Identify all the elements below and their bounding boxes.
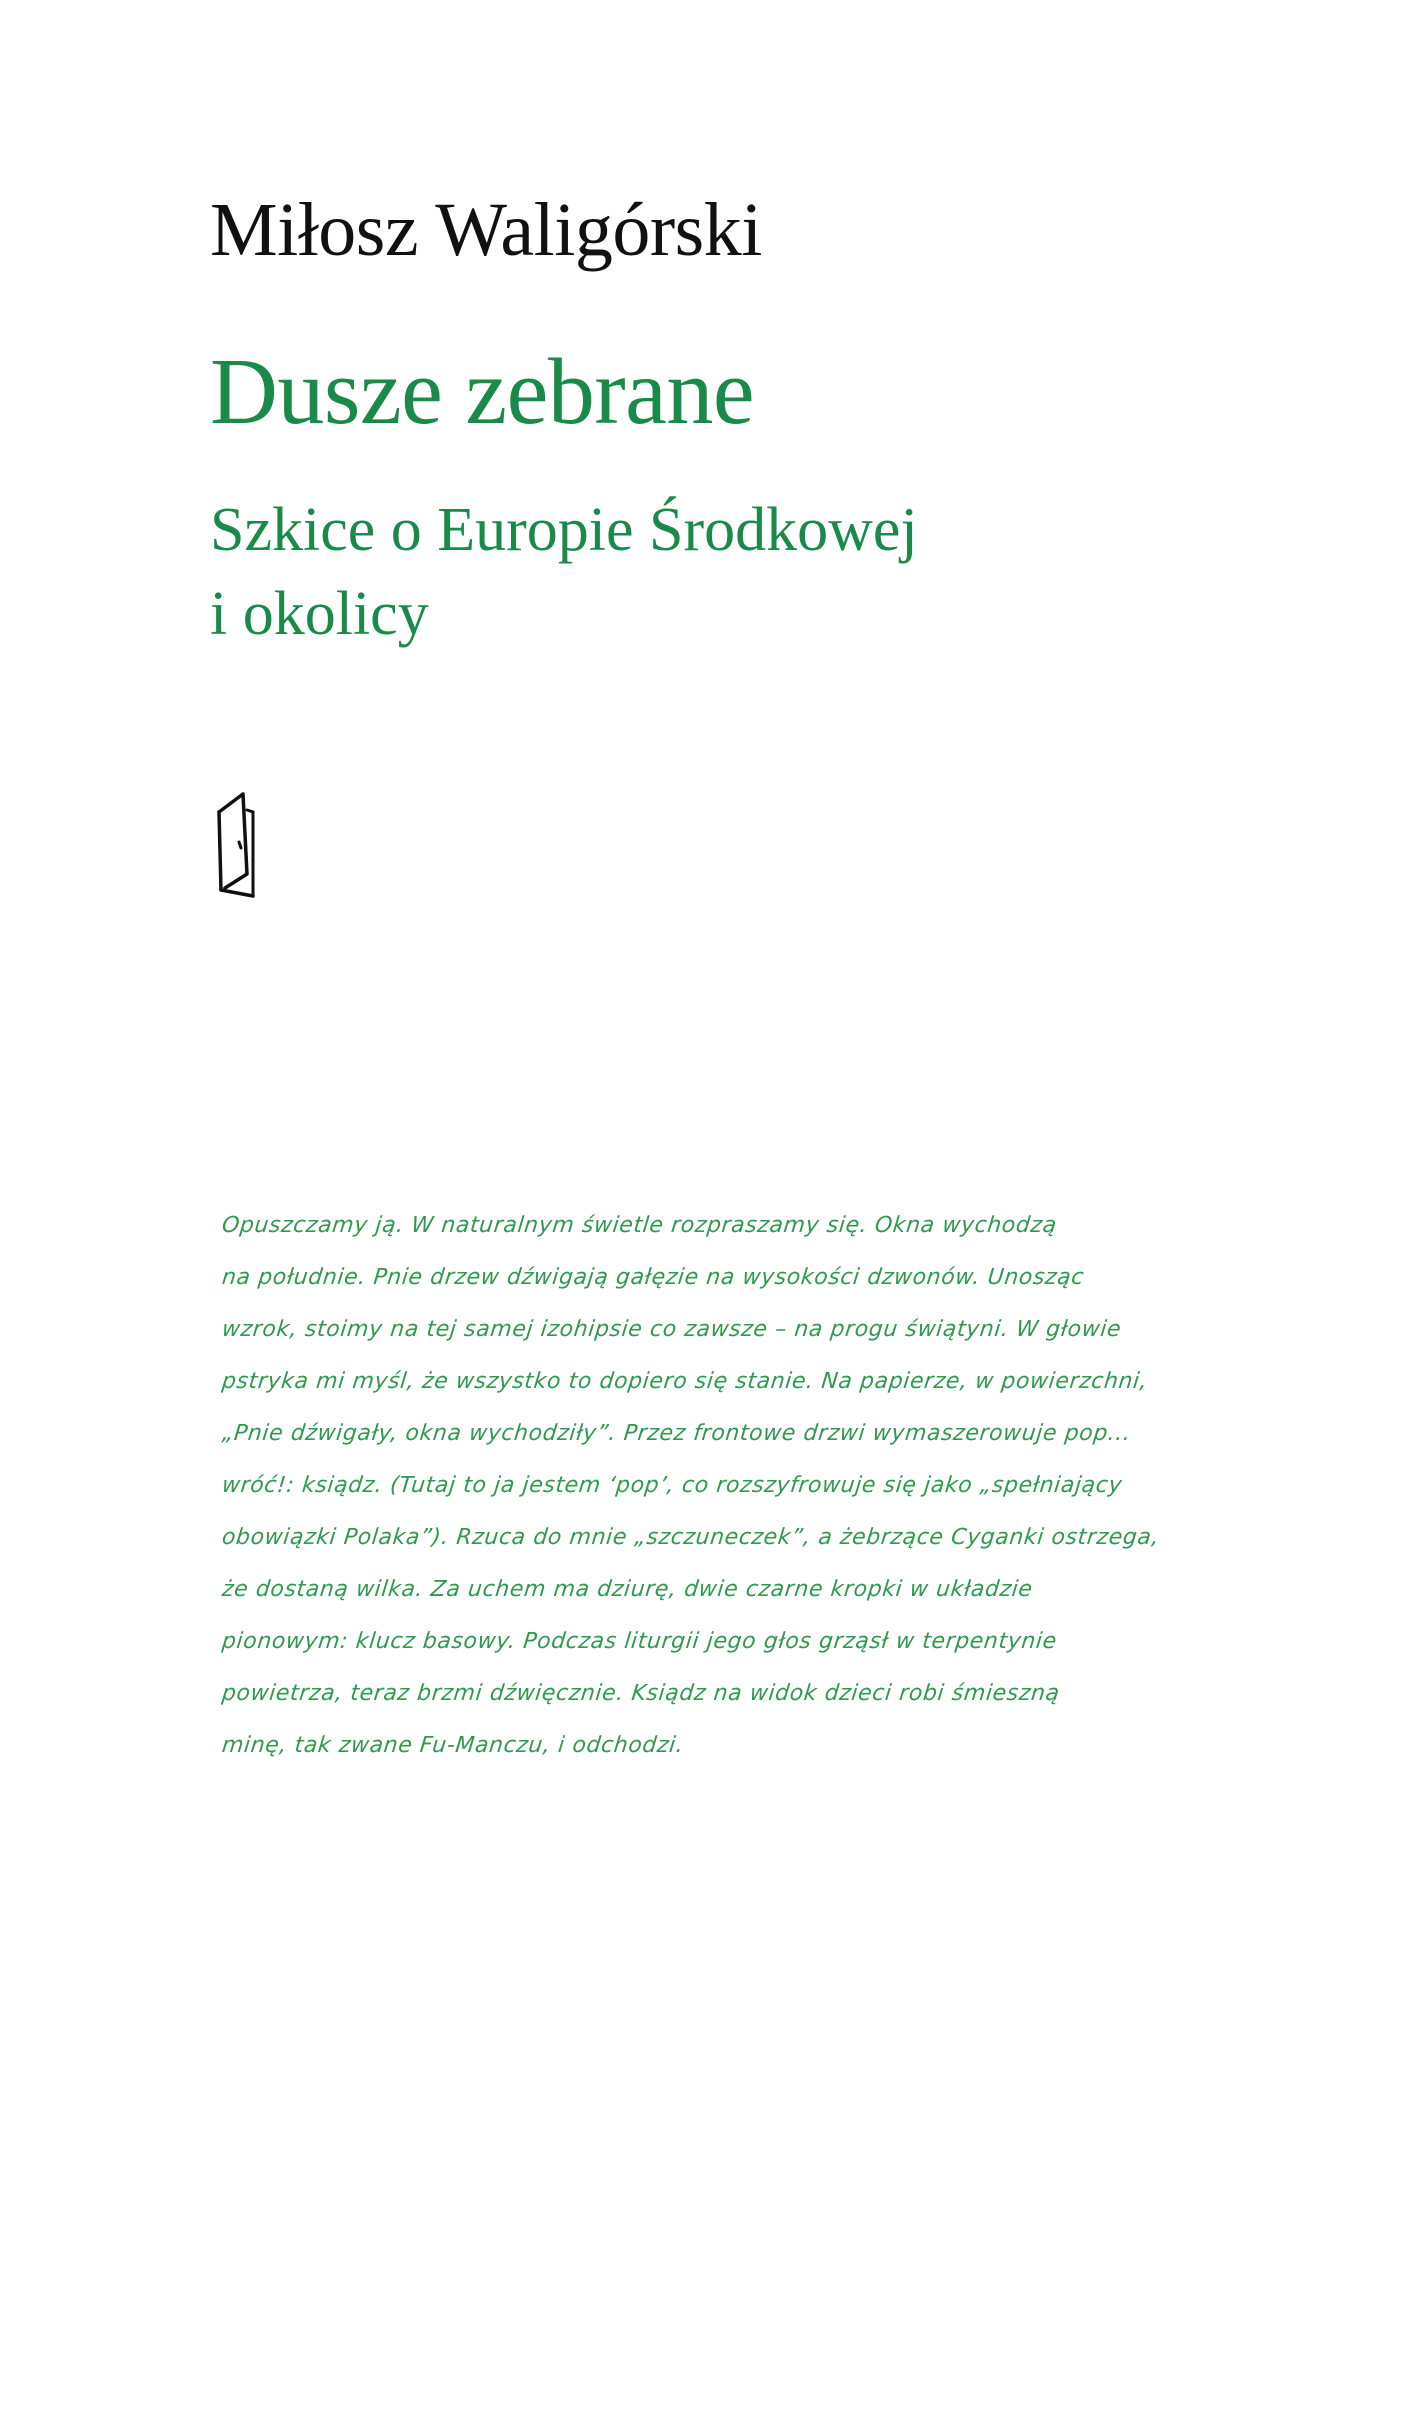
author-name: Miłosz Waligórski (210, 188, 762, 272)
handwritten-line: „Pnie dźwigały, okna wychodziły”. Przez frontowe drzwi wymaszerowuje pop... (220, 1421, 1133, 1446)
handwritten-line: Opuszczamy ją. W naturalnym świetle rozpraszamy się. Okna wychodzą (220, 1213, 1059, 1238)
handwritten-line: na południe. Pnie drzew dźwigają gałęzie na wysokości dzwonów. Unosząc (220, 1265, 1086, 1290)
handwritten-line: pstryka mi myśl, że wszystko to dopiero się stanie. Na papierze, w powierzchni, (220, 1369, 1149, 1394)
handwritten-line: powietrza, teraz brzmi dźwięcznie. Ksiądz na widok dzieci robi śmieszną (220, 1681, 1062, 1706)
handwritten-line: pionowym: klucz basowy. Podczas liturgii jego głos grząsł w terpentynie (220, 1629, 1059, 1654)
book-title: Dusze zebrane (210, 340, 755, 444)
handwritten-line: wróć!: ksiądz. (Tutaj to ja jestem ‘pop’, co rozszyfrowuje się jako „spełniający (220, 1473, 1124, 1498)
subtitle-line: i okolicy (210, 580, 429, 648)
book-subtitle (210, 488, 1160, 656)
handwritten-line: obowiązki Polaka”). Rzuca do mnie „szczuneczek”, a żebrzące Cyganki ostrzega, (220, 1525, 1161, 1550)
subtitle-line: Szkice o Europie Środkowej (210, 496, 918, 564)
handwritten-line: wzrok, stoimy na tej samej izohipsie co zawsze – na progu świątyni. W głowie (220, 1317, 1123, 1342)
handwritten-line: minę, tak zwane Fu-Manczu, i odchodzi. (220, 1733, 685, 1758)
handwritten-line: że dostaną wilka. Za uchem ma dziurę, dwie czarne kropki w układzie (220, 1577, 1034, 1602)
open-door-icon (213, 790, 265, 900)
handwritten-excerpt (222, 1200, 1262, 1772)
